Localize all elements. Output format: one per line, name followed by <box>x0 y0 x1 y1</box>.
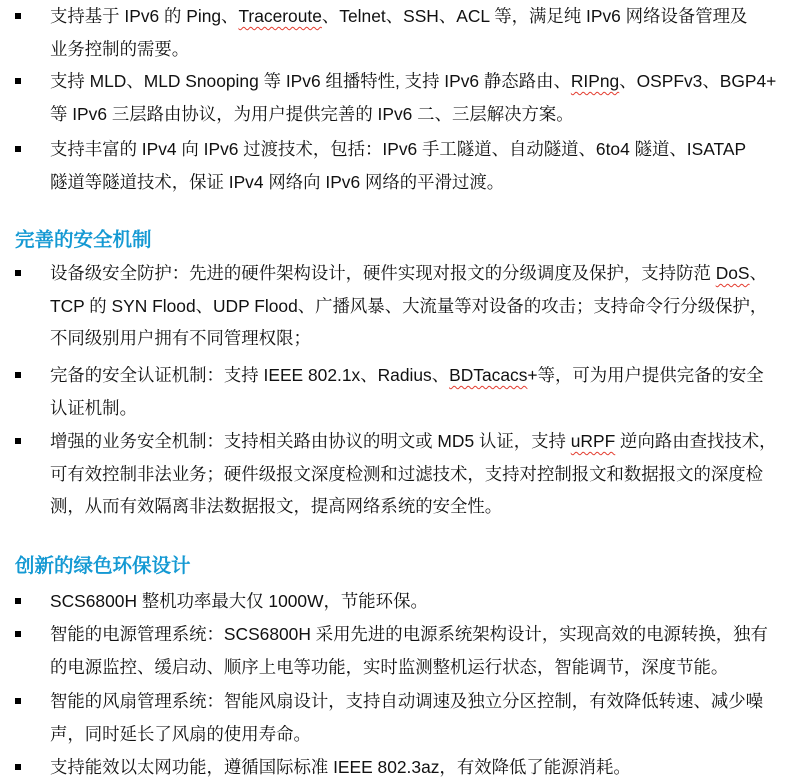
square-bullet-icon <box>15 372 21 378</box>
text-run: 逆向路由查找技术， <box>615 431 777 451</box>
text-run: +等，可为用户提供完备的安全 <box>527 365 764 385</box>
bullet-item <box>0 359 811 424</box>
bullet-line <box>50 753 811 781</box>
spellcheck-flagged-word: RIPng <box>570 71 620 91</box>
text-run: 可有效控制非法业务；硬件级报文深度检测和过滤技术，支持对控制报文和数据报文的深度检 <box>50 463 764 484</box>
text-run: 隧道等隧道技术，保证 IPv4 网络向 IPv6 网络的平滑过渡。 <box>50 171 505 192</box>
spellcheck-flagged-word: BDTacacs <box>449 365 528 385</box>
bullet-item <box>0 685 811 750</box>
text-run: 业务控制的需要。 <box>50 38 190 59</box>
bullet-item <box>0 425 811 523</box>
bullet-line <box>50 98 811 131</box>
bullet-line <box>50 290 811 323</box>
section-heading: 创新的绿色环保设计 <box>15 555 191 577</box>
text-run: 声，同时延长了风扇的使用寿命。 <box>50 723 311 744</box>
text-run: 支持能效以太网功能，遵循国际标准 IEEE 802.3az，有效降低了能源消耗。 <box>50 757 631 777</box>
bullet-line <box>50 322 811 355</box>
bullet-line <box>50 585 811 618</box>
bullet-line <box>50 133 811 166</box>
bullet-line <box>50 685 811 718</box>
text-run: 测，从而有效隔离非法数据报文，提高网络系统的安全性。 <box>50 496 503 516</box>
bullet-line <box>50 33 811 66</box>
square-bullet-icon <box>15 13 21 19</box>
square-bullet-icon <box>15 764 21 770</box>
text-run: 完备的安全认证机制：支持 IEEE 802.1x、Radius、 <box>50 365 450 385</box>
text-run: 、 <box>749 263 767 283</box>
text-run: 不同级别用户拥有不同管理权限； <box>50 328 311 348</box>
square-bullet-icon <box>15 698 21 704</box>
text-run: SCS6800H 整机功率最大仅 1000W，节能环保。 <box>50 591 428 611</box>
bullet-line <box>50 0 811 33</box>
text-run: 设备级安全防护：先进的硬件架构设计，硬件实现对报文的分级调度及保护，支持防范 <box>50 263 716 283</box>
bullet-line <box>50 359 811 392</box>
bullet-item <box>0 257 811 355</box>
section-heading: 完善的安全机制 <box>15 229 152 251</box>
bullet-line <box>50 392 811 425</box>
text-run: 增强的业务安全机制：支持相关路由协议的明文或 MD5 认证，支持 <box>50 431 571 451</box>
bullet-item <box>0 618 811 683</box>
text-run: 智能的电源管理系统：SCS6800H 采用先进的电源系统架构设计，实现高效的电源转换，独有 <box>50 624 768 644</box>
text-run: 认证机制。 <box>50 397 137 418</box>
bullet-line <box>50 458 811 491</box>
text-run: TCP 的 SYN Flood、UDP Flood、广播风暴、大流量等对设备的攻击；支持命令行分级保护， <box>50 295 768 316</box>
bullet-item <box>0 585 811 618</box>
square-bullet-icon <box>15 270 21 276</box>
text-run: 支持丰富的 IPv4 向 IPv6 过渡技术，包括：IPv6 手工隧道、自动隧道、6to4 隧道、ISATAP <box>50 139 747 159</box>
square-bullet-icon <box>15 631 21 637</box>
bullet-line <box>50 618 811 651</box>
square-bullet-icon <box>15 146 21 152</box>
spellcheck-flagged-word: uRPF <box>570 431 616 451</box>
bullet-line <box>50 257 811 290</box>
spellcheck-flagged-word: DoS <box>715 263 750 283</box>
bullet-item <box>0 65 811 130</box>
bullet-line <box>50 65 811 98</box>
text-run: 、OSPFv3、BGP4+ <box>619 71 777 91</box>
text-run: 支持 MLD、MLD Snooping 等 IPv6 组播特性, 支持 IPv6 静态路由、 <box>50 71 571 91</box>
bullet-line <box>50 166 811 199</box>
text-run: 等 IPv6 三层路由协议，为用户提供完善的 IPv6 二、三层解决方案。 <box>50 103 574 124</box>
text-run: 支持基于 IPv6 的 Ping、 <box>50 6 239 26</box>
bullet-line <box>50 425 811 458</box>
bullet-item <box>0 753 811 781</box>
text-run: 智能的风扇管理系统：智能风扇设计，支持自动调速及独立分区控制，有效降低转速、减少噪 <box>50 691 764 711</box>
square-bullet-icon <box>15 438 21 444</box>
text-run: 、Telnet、SSH、ACL 等，满足纯 IPv6 网络设备管理及 <box>321 6 748 26</box>
bullet-line <box>50 490 811 523</box>
square-bullet-icon <box>15 598 21 604</box>
square-bullet-icon <box>15 78 21 84</box>
spellcheck-flagged-word: Traceroute <box>238 6 322 26</box>
text-run: 的电源监控、缓启动、顺序上电等功能，实时监测整机运行状态，智能调节，深度节能。 <box>50 656 729 677</box>
bullet-line <box>50 718 811 751</box>
bullet-line <box>50 651 811 684</box>
bullet-item <box>0 133 811 198</box>
bullet-item <box>0 0 811 65</box>
